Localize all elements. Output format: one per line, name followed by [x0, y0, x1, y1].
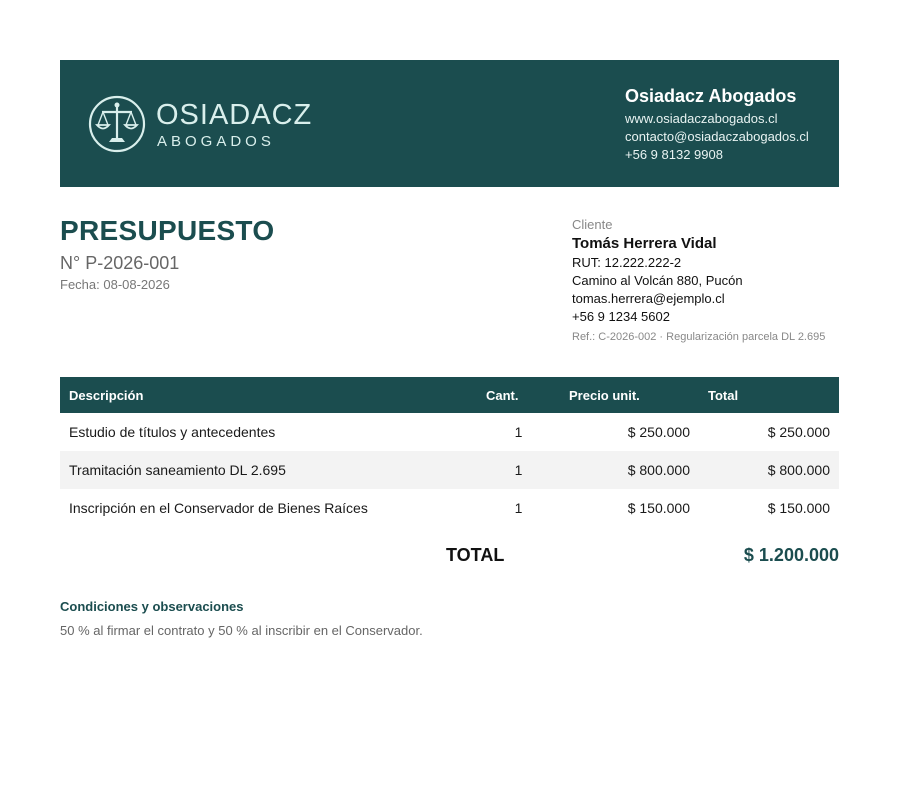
document-title: PRESUPUESTO [60, 215, 275, 246]
client-phone: +56 9 1234 5602 [572, 309, 670, 324]
table-header-row [60, 377, 839, 413]
row-description: Tramitación saneamiento DL 2.695 [69, 462, 286, 478]
document-number: N° P-2026-001 [60, 253, 180, 273]
row-total: $ 250.000 [767, 424, 830, 440]
grand-total-value: $ 1.200.000 [743, 545, 839, 565]
firm-phone: +56 9 8132 9908 [625, 147, 723, 162]
column-header-total: Total [708, 387, 739, 403]
firm-contact-block [625, 86, 835, 164]
firm-name: Osiadacz Abogados [625, 86, 797, 106]
client-email[interactable]: tomas.herrera@ejemplo.cl [572, 291, 725, 306]
column-header-description: Descripción [69, 387, 144, 403]
row-unit-price: $ 800.000 [627, 462, 690, 478]
client-label: Cliente [572, 217, 613, 232]
logo-subtitle: ABOGADOS [157, 133, 275, 150]
row-quantity: 1 [514, 462, 523, 478]
table-row [60, 451, 839, 489]
document-date: Fecha: 08-08-2026 [60, 277, 170, 292]
row-total: $ 150.000 [767, 500, 830, 516]
row-description: Estudio de títulos y antecedentes [69, 424, 276, 440]
client-rut: RUT: 12.222.222-2 [572, 255, 682, 270]
client-address: Camino al Volcán 880, Pucón [572, 273, 743, 288]
firm-email[interactable]: contacto@osiadaczabogados.cl [625, 129, 809, 144]
scales-of-justice-icon [88, 91, 148, 157]
document-header [60, 60, 839, 187]
column-header-quantity: Cant. [486, 387, 519, 403]
grand-total-label: TOTAL [446, 545, 505, 565]
firm-website[interactable]: www.osiadaczabogados.cl [625, 111, 778, 126]
logo-wordmark: OSIADACZ [156, 99, 313, 131]
column-header-unit-price: Precio unit. [569, 387, 640, 403]
row-total: $ 800.000 [767, 462, 830, 478]
client-reference: Ref.: C-2026-002 · Regularización parcela DL 2.695 [572, 331, 826, 343]
table-row [60, 413, 839, 451]
table-row [60, 489, 839, 527]
row-description: Inscripción en el Conservador de Bienes Raíces [69, 500, 368, 516]
row-unit-price: $ 150.000 [627, 500, 690, 516]
conditions-text: 50 % al firmar el contrato y 50 % al inscribir en el Conservador. [60, 623, 423, 638]
firm-logo [88, 91, 318, 157]
conditions-title: Condiciones y observaciones [60, 599, 244, 614]
items-table [60, 377, 839, 527]
row-quantity: 1 [514, 424, 523, 440]
row-unit-price: $ 250.000 [627, 424, 690, 440]
client-block [572, 216, 842, 343]
client-name: Tomás Herrera Vidal [572, 235, 717, 252]
row-quantity: 1 [514, 500, 523, 516]
